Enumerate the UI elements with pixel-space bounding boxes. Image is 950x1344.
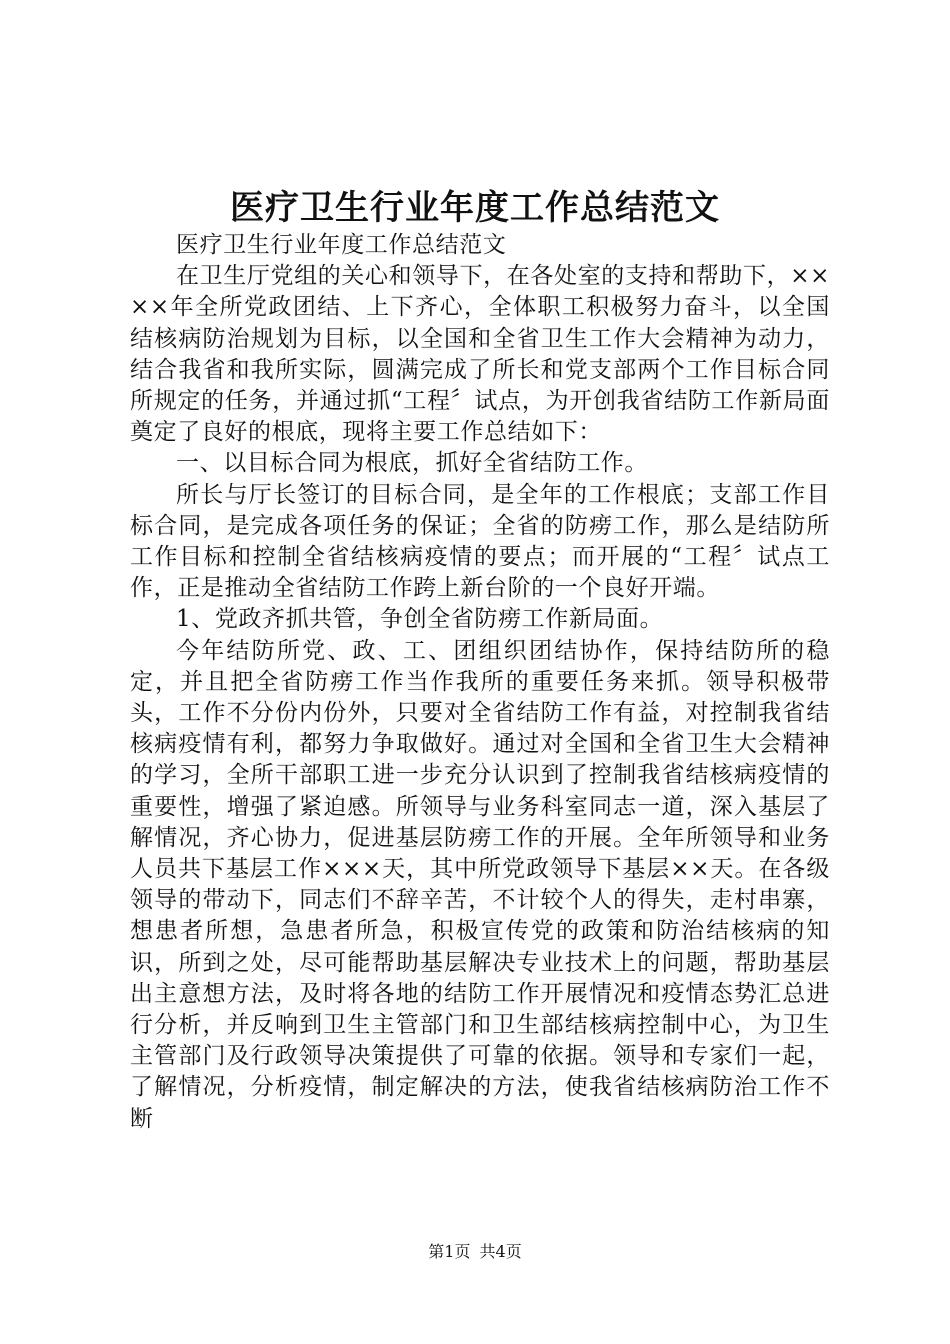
section-heading-1: 一、以目标合同为根底，抓好全省结防工作。 [176,450,648,477]
document-body [130,230,830,1135]
body-paragraph-intro: 在卫生厅党组的关心和领导下，在各处室的支持和帮助下，××××年全所党政团结、上下齐心，全体职工积极努力奋斗，以全国结核病防治规划为目标，以全国和全省卫生工作大会精神为动力，结合我省和我所实际，圆满完成了所长和党支部两个工作目标合同所规定的任务，并通过抓“工程〞试点，为开创我省结防工作新局面奠定了良好的根底，现将主要工作总结如下： [130,263,830,446]
page-number: 第1页 [428,1242,471,1261]
body-paragraph-section-1: 所长与厅长签订的目标合同，是全年的工作根底；支部工作目标合同，是完成各项任务的保证；全省的防痨工作，那么是结防所工作目标和控制全省结核病疫情的要点；而开展的“工程〞试点工作，正是推动全省结防工作跨上新台阶的一个良好开端。 [130,481,830,602]
subsection-heading-1: 1、党政齐抓共管，争创全省防痨工作新局面。 [176,606,664,633]
page-total: 共4页 [479,1242,522,1261]
page-footer [0,1240,950,1264]
body-paragraph-subsection-1: 今年结防所党、政、工、团组织团结协作，保持结防所的稳定，并且把全省防痨工作当作我所的重要任务来抓。领导积极带头，工作不分份内份外，只要对全省结防工作有益，对控制我省结核病疫情有利，都努力争取做好。通过对全国和全省卫生大会精神的学习，全所干部职工进一步充分认识到了控制我省结核病疫情的重要性，增强了紧迫感。所领导与业务科室同志一道，深入基层了解情况，齐心协力，促进基层防痨工作的开展。全年所领导和业务人员共下基层工作×××天，其中所党政领导下基层××天。在各级领导的带动下，同志们不辞辛苦，不计较个人的得失，走村串寨，想患者所想，急患者所急，积极宣传党的政策和防治结核病的知识，所到之处，尽可能帮助基层解决专业技术上的问题，帮助基层出主意想方法，及时将各地的结防工作开展情况和疫情态势汇总进行分析，并反响到卫生主管部门和卫生部结核病控制中心，为卫生主管部门及行政领导决策提供了可靠的依据。领导和专家们一起，了解情况，分析疫情，制定解决的方法，使我省结核病防治工作不断 [130,637,830,1132]
document-title: 医疗卫生行业年度工作总结范文 [230,188,720,228]
body-paragraph-subtitle: 医疗卫生行业年度工作总结范文 [176,232,507,258]
